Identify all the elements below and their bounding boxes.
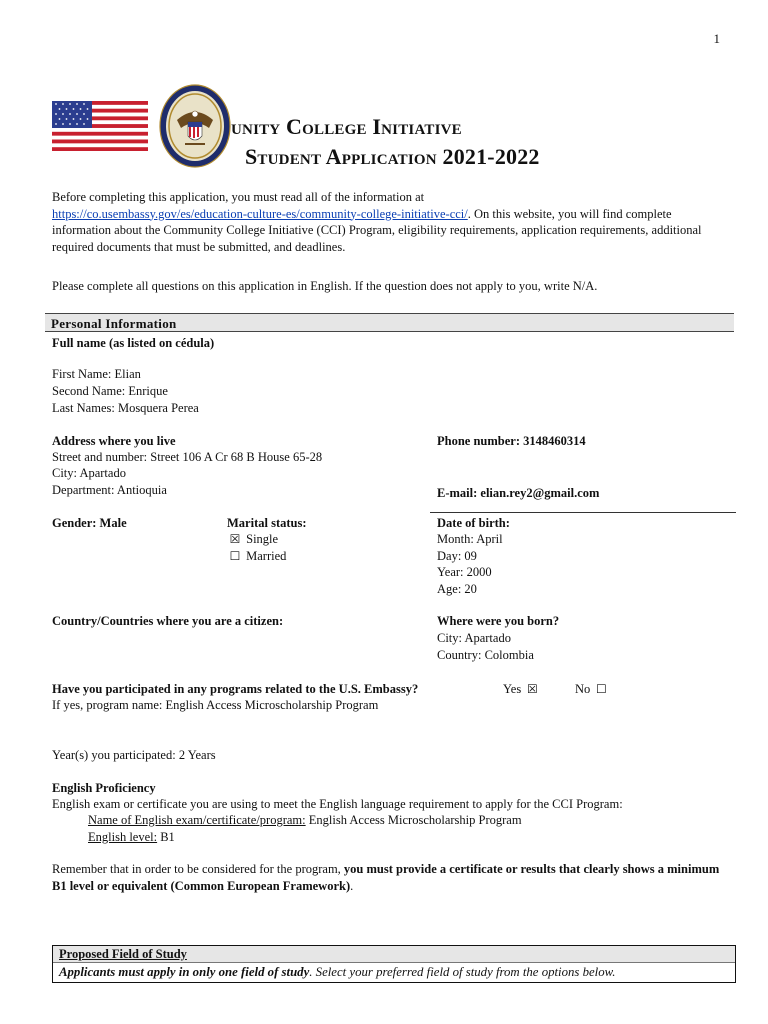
title-line-2-text: Student Application (245, 144, 437, 169)
marital-married-option[interactable] (227, 548, 286, 565)
address-label: Address where you live (52, 434, 176, 448)
full-name-label: Full name (as listed on cédula) (52, 336, 215, 350)
citizen-label: Country/Countries where you are a citizen: (52, 614, 284, 628)
english-level-value: B1 (157, 830, 175, 844)
dob-day: Day: 09 (437, 549, 477, 563)
marital-single-option[interactable] (227, 531, 278, 548)
reminder-end: . (350, 878, 354, 893)
english-exam-row (88, 812, 522, 829)
second-name: Second Name: Enrique (52, 384, 168, 398)
marital-status-label: Marital status: (227, 516, 307, 530)
field-of-study-instructions (59, 964, 615, 981)
checkbox-empty-icon[interactable]: ☐ (596, 682, 607, 696)
checkbox-checked-icon[interactable]: ☒ (229, 532, 241, 546)
title-line-1: unity College Initiative (231, 114, 462, 139)
email: E-mail: elian.rey2@gmail.com (437, 486, 600, 500)
yes-label: Yes (503, 682, 522, 696)
proposed-field-header (53, 946, 735, 963)
street-number: Street and number: Street 106 A Cr 68 B House 65-28 (52, 450, 323, 464)
address-department: Department: Antioquia (52, 483, 167, 497)
birth-country: Country: Colombia (437, 648, 534, 662)
personal-information-header (45, 313, 734, 332)
english-proficiency-heading: English Proficiency (52, 781, 156, 795)
english-exam-label: Name of English exam/certificate/program: (88, 813, 306, 827)
years-participated: Year(s) you participated: 2 Years (52, 748, 216, 762)
title-line-2 (245, 142, 540, 171)
us-flag-icon (52, 101, 148, 151)
phone-number: Phone number: 3148460314 (437, 434, 586, 448)
reminder-paragraph (52, 861, 732, 894)
proposed-field-title: Proposed Field of Study (59, 947, 187, 961)
date-of-birth-label: Date of birth: (437, 516, 510, 530)
english-exam-value: English Access Microscholarship Program (305, 813, 522, 827)
field-of-study-rest: . Select your preferred field of study from the options below. (309, 965, 616, 979)
instructions-paragraph: Please complete all questions on this application in English. If the question does not apply to you, write N/A. (52, 279, 598, 293)
dob-age: Age: 20 (437, 582, 477, 596)
intro-paragraph (52, 189, 732, 255)
address-city: City: Apartado (52, 466, 126, 480)
intro-text-before: Before completing this application, you must read all of the information at (52, 190, 425, 204)
birthplace-label: Where were you born? (437, 614, 560, 628)
embassy-no-option[interactable] (575, 681, 609, 698)
page-number: 1 (713, 31, 720, 46)
checkbox-checked-icon[interactable]: ☒ (526, 682, 538, 696)
no-label: No (575, 682, 591, 696)
embassy-program-question: Have you participated in any programs related to the U.S. Embassy? (52, 682, 419, 696)
english-level-label: English level: (88, 830, 158, 844)
checkbox-empty-icon[interactable]: ☐ (229, 549, 241, 563)
gender: Gender: Male (52, 516, 127, 530)
english-proficiency-description: English exam or certificate you are using to meet the English language requirement to apply for the CCI Program: (52, 797, 623, 811)
embassy-yes-option[interactable] (503, 681, 540, 698)
cci-website-link[interactable]: https://co.usembassy.gov/es/education-culture-es/community-college-initiative-cci/ (52, 206, 468, 221)
dob-year: Year: 2000 (437, 565, 492, 579)
field-of-study-bold: Applicants must apply in only one field of study (59, 965, 310, 979)
personal-information-title: Personal Information (51, 316, 177, 331)
marital-single-label: Single (246, 532, 279, 546)
us-embassy-seal-icon (159, 84, 231, 168)
birth-city: City: Apartado (437, 631, 511, 645)
marital-married-label: Married (246, 549, 287, 563)
intro-text-after: . On this website, you will find complete information about the Community College Initiative (CCI) Program, eligibility requirements, application requirements, additional required documents that must be submitted, and deadlines. (52, 206, 702, 254)
first-name: First Name: Elian (52, 367, 141, 381)
proposed-field-of-study-box (52, 945, 736, 983)
program-name: If yes, program name: English Access Microscholarship Program (52, 698, 379, 712)
last-names: Last Names: Mosquera Perea (52, 401, 199, 415)
divider-line (430, 512, 736, 513)
dob-month: Month: April (437, 532, 503, 546)
english-level-row (88, 829, 175, 846)
title-year: 2021-2022 (442, 144, 540, 169)
reminder-text: Remember that in order to be considered for the program, (52, 862, 344, 876)
reminder-bold-text: you must provide a certificate or results that clearly shows a minimum B1 level or equivalent (Common European Framework) (52, 862, 720, 893)
